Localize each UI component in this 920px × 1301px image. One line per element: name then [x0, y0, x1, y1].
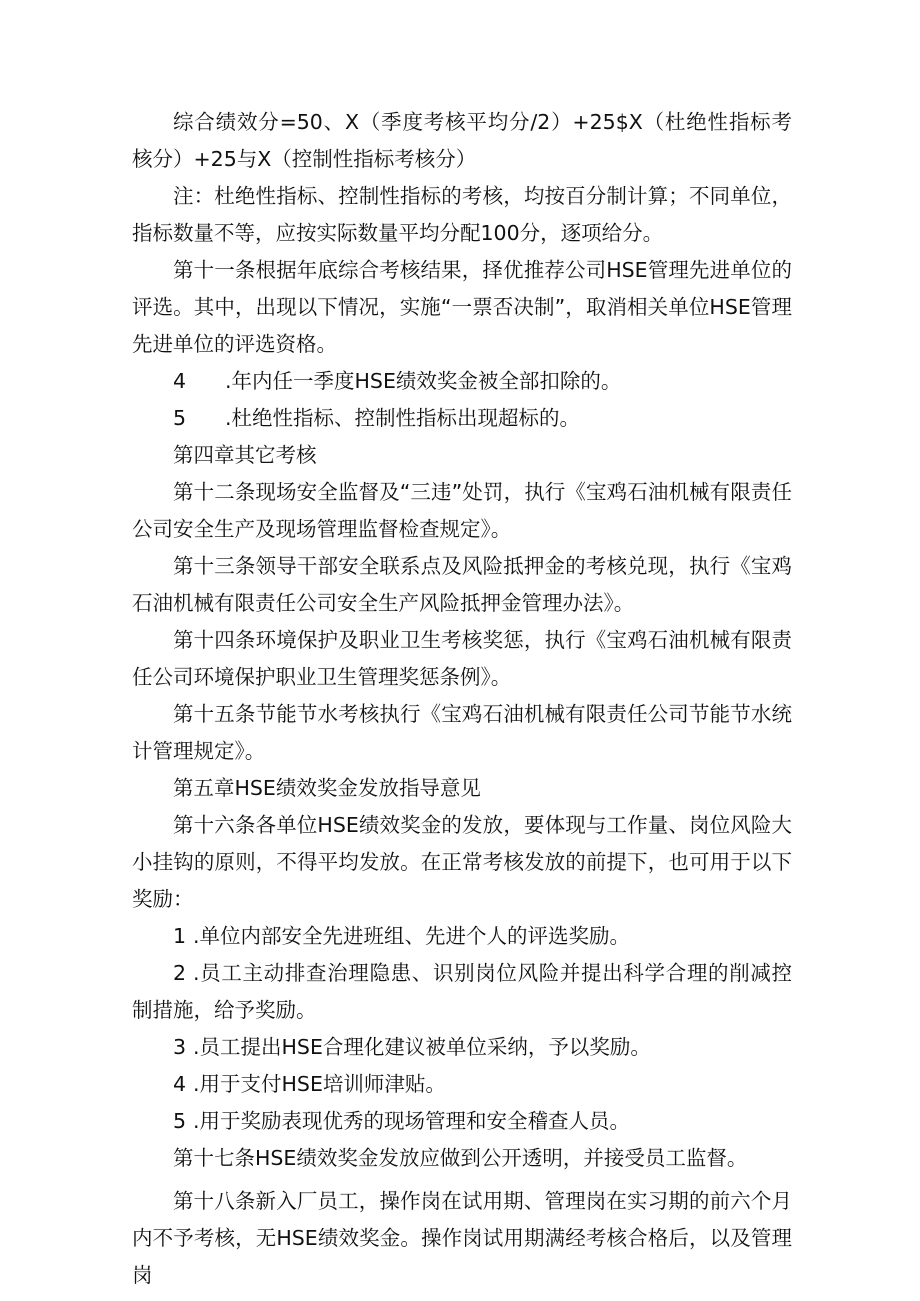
list-item [132, 955, 792, 1029]
article-12-paragraph: 第十二条现场安全监督及“三违”处罚，执行《宝鸡石油机械有限责任公司安全生产及现场管理监督检查规定》。 [132, 480, 792, 541]
list-item-text: .用于奖励表现优秀的现场管理和安全稽查人员。 [193, 1109, 631, 1133]
list-item-text: .用于支付HSE培训师津贴。 [193, 1072, 446, 1096]
article-17-paragraph: 第十七条HSE绩效奖金发放应做到公开透明，并接受员工监督。 [173, 1146, 748, 1170]
list-item-number: 4 [173, 1072, 187, 1096]
list-item [132, 400, 792, 437]
formula-paragraph: 综合绩效分=50、X（季度考核平均分/2）+25$X（杜绝性指标考核分）+25与X（控制性指标考核分） [132, 110, 792, 171]
article-18-paragraph: 第十八条新入厂员工，操作岗在试用期、管理岗在实习期的前六个月内不予考核，无HSE绩效奖金。操作岗试用期满经考核合格后，以及管理岗 [132, 1189, 792, 1287]
list-item [132, 1066, 792, 1103]
list-item-number: 5 [173, 406, 187, 430]
note-paragraph: 注：杜绝性指标、控制性指标的考核，均按百分制计算；不同单位，指标数量不等，应按实际数量平均分配100分，逐项给分。 [132, 184, 792, 245]
list-item-text: .单位内部安全先进班组、先进个人的评选奖励。 [193, 924, 631, 948]
article-16-paragraph: 第十六条各单位HSE绩效奖金的发放，要体现与工作量、岗位风险大小挂钩的原则，不得平均发放。在正常考核发放的前提下，也可用于以下奖励： [132, 813, 792, 911]
list-item [132, 1103, 792, 1140]
list-item [132, 1029, 792, 1066]
list-item [132, 363, 792, 400]
list-item-text: .年内任一季度HSE绩效奖金被全部扣除的。 [225, 369, 622, 393]
list-item-text: .杜绝性指标、控制性指标出现超标的。 [225, 406, 581, 430]
article-15-paragraph: 第十五条节能节水考核执行《宝鸡石油机械有限责任公司节能节水统计管理规定》。 [132, 702, 792, 763]
article-13-paragraph: 第十三条领导干部安全联系点及风险抵押金的考核兑现，执行《宝鸡石油机械有限责任公司安全生产风险抵押金管理办法》。 [132, 554, 792, 615]
document-body [132, 104, 792, 1294]
chapter-4-heading: 第四章其它考核 [173, 443, 317, 467]
list-item-number: 1 [173, 924, 187, 948]
chapter-5-heading: 第五章HSE绩效奖金发放指导意见 [173, 776, 481, 800]
list-item-text: .员工提出HSE合理化建议被单位采纳，予以奖励。 [193, 1035, 651, 1059]
list-item-number: 3 [173, 1035, 187, 1059]
article-14-paragraph: 第十四条环境保护及职业卫生考核奖惩，执行《宝鸡石油机械有限责任公司环境保护职业卫生管理奖惩条例》。 [132, 628, 792, 689]
list-item [132, 918, 792, 955]
list-item-number: 2 [173, 961, 187, 985]
list-item-number: 5 [173, 1109, 187, 1133]
article-11-paragraph: 第十一条根据年底综合考核结果，择优推荐公司HSE管理先进单位的评选。其中，出现以下情况，实施“一票否决制”，取消相关单位HSE管理先进单位的评选资格。 [132, 258, 792, 356]
list-item-text: .员工主动排查治理隐患、识别岗位风险并提出科学合理的削减控制措施，给予奖励。 [132, 961, 792, 1022]
list-item-number: 4 [173, 369, 187, 393]
